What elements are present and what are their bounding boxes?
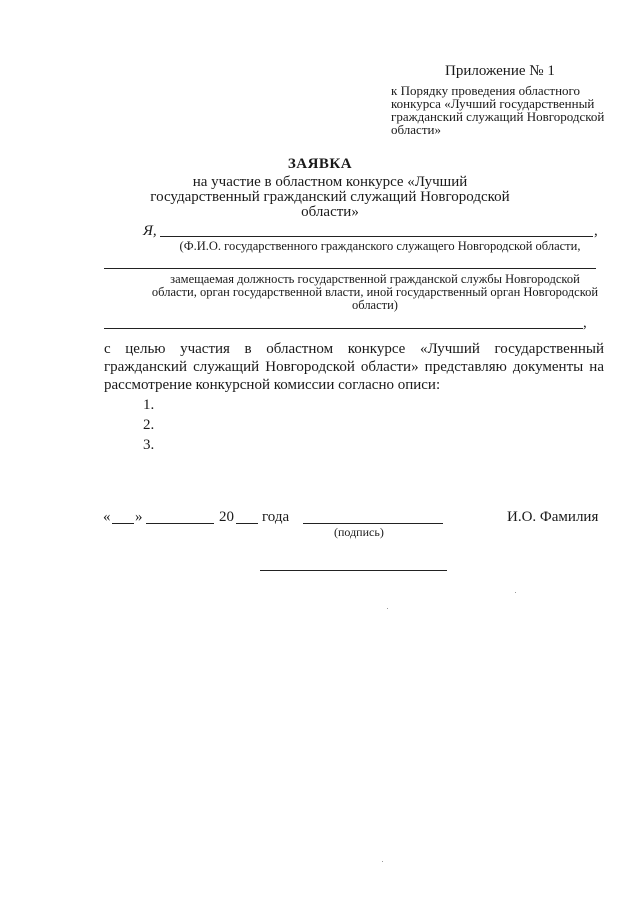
fio-comma: ,	[594, 223, 598, 239]
list-item-2: 2.	[143, 417, 155, 433]
ya-label: Я,	[143, 223, 157, 239]
month-line[interactable]	[146, 523, 214, 524]
position-caption: замещаемая должность государственной гражданской службы Новгородской области, орган государственной власти, иной государственный орган Новгородской области)	[151, 272, 599, 312]
year-line[interactable]	[236, 523, 258, 524]
document-subtitle: на участие в областном конкурсе «Лучший государственный гражданский служащий Новгородской области»	[150, 174, 510, 220]
year-suffix: года	[262, 509, 290, 525]
scan-speck	[515, 592, 516, 593]
appendix-reference: к Порядку проведения областного конкурса «Лучший государственный гражданский служащий Новгородской области»	[391, 83, 605, 137]
list-item-3: 3.	[143, 437, 155, 453]
date-close-quote: »	[135, 509, 143, 525]
signer-name: И.О. Фамилия	[507, 509, 599, 525]
position-comma: ,	[583, 315, 587, 331]
list-item-1: 1.	[143, 397, 155, 413]
appendix-title: Приложение № 1	[445, 63, 555, 79]
day-line[interactable]	[112, 523, 134, 524]
body-text: с целью участия в областном конкурсе «Лучший государственный гражданский служащий Новгородской области» представляю документы на рассмотрение конкурсной комиссии согласно описи:	[104, 341, 604, 393]
scan-speck	[387, 608, 388, 609]
date-open-quote: «	[103, 509, 111, 525]
year-prefix: 20	[219, 509, 234, 525]
position-line-2[interactable]	[104, 328, 583, 329]
fio-line[interactable]	[160, 236, 593, 237]
scan-speck	[382, 861, 383, 862]
fio-caption: (Ф.И.О. государственного гражданского служащего Новгородской области,	[179, 239, 581, 253]
signature-caption: (подпись)	[334, 525, 384, 539]
closing-divider	[260, 570, 447, 571]
signature-line[interactable]	[303, 523, 443, 524]
document-title: ЗАЯВКА	[287, 156, 353, 172]
position-line[interactable]	[104, 268, 596, 269]
